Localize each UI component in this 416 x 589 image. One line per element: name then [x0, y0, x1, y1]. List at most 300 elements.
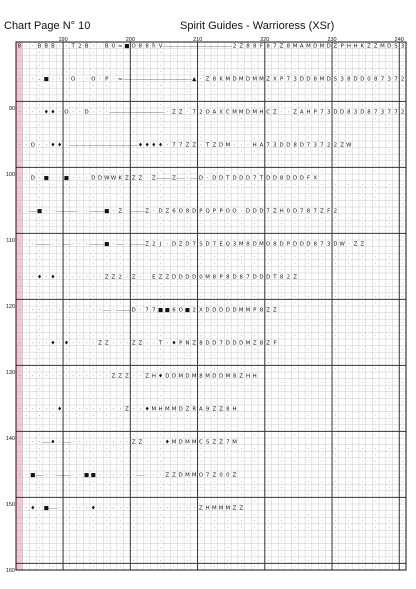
stitch-symbol: ·: [334, 327, 337, 334]
stitch-symbol: ·: [361, 327, 364, 334]
stitch-symbol: ·: [105, 346, 108, 353]
stitch-symbol: ·: [294, 452, 296, 459]
stitch-symbol: ·: [173, 56, 175, 63]
stitch-symbol: Z: [320, 208, 324, 215]
stitch-symbol: ⸺: [169, 76, 179, 83]
stitch-symbol: ·: [38, 439, 41, 446]
stitch-symbol: ·: [132, 221, 135, 228]
stitch-symbol: ·: [52, 564, 54, 571]
stitch-symbol: ·: [361, 492, 364, 499]
stitch-symbol: ·: [388, 82, 390, 89]
stitch-symbol: ·: [294, 399, 296, 406]
stitch-symbol: ·: [321, 122, 323, 129]
stitch-symbol: ·: [200, 511, 202, 518]
stitch-symbol: ·: [361, 445, 364, 452]
stitch-symbol: ·: [294, 412, 296, 419]
stitch-symbol: ·: [200, 432, 202, 439]
stitch-symbol: ·: [294, 564, 296, 571]
stitch-symbol: ·: [38, 122, 41, 129]
stitch-symbol: ·: [374, 155, 377, 162]
stitch-symbol: H: [346, 43, 351, 50]
stitch-symbol: ·: [321, 544, 323, 551]
stitch-symbol: ·: [321, 492, 323, 499]
stitch-symbol: ·: [186, 478, 189, 485]
stitch-symbol: ·: [119, 267, 122, 274]
stitch-symbol: ·: [200, 551, 202, 558]
stitch-symbol: Z: [131, 439, 136, 446]
stitch-symbol: ·: [280, 181, 283, 188]
stitch-symbol: ·: [348, 346, 350, 353]
stitch-symbol: ·: [388, 531, 390, 538]
stitch-symbol: 7: [226, 439, 230, 446]
stitch-symbol: ·: [159, 155, 162, 162]
stitch-symbol: ·: [374, 353, 377, 360]
stitch-symbol: ·: [38, 379, 41, 386]
stitch-symbol: ·: [186, 465, 189, 472]
stitch-symbol: 8: [17, 43, 22, 50]
stitch-symbol: ·: [227, 379, 229, 386]
stitch-symbol: ·: [25, 102, 27, 109]
stitch-symbol: ·: [52, 129, 54, 136]
stitch-symbol: ·: [280, 564, 283, 571]
stitch-symbol: ·: [105, 267, 108, 274]
stitch-symbol: ·: [401, 327, 404, 334]
stitch-symbol: ·: [186, 162, 189, 169]
stitch-symbol: ·: [146, 439, 148, 446]
stitch-symbol: ·: [321, 254, 323, 261]
stitch-symbol: ·: [240, 195, 243, 202]
stitch-symbol: Z: [360, 241, 365, 248]
stitch-symbol: ·: [159, 201, 162, 208]
stitch-symbol: ·: [253, 122, 256, 129]
stitch-symbol: ·: [105, 525, 108, 532]
stitch-symbol: Z: [172, 472, 176, 479]
stitch-symbol: ·: [173, 96, 175, 103]
column-label: 240: [394, 37, 404, 43]
stitch-symbol: ·: [307, 102, 310, 109]
stitch-symbol: ·: [294, 294, 296, 301]
stitch-symbol: ·: [401, 129, 404, 136]
stitch-symbol: D: [212, 307, 217, 314]
stitch-symbol: ·: [280, 294, 283, 301]
stitch-symbol: ·: [334, 129, 337, 136]
stitch-symbol: ·: [186, 63, 189, 70]
stitch-symbol: ·: [280, 69, 283, 76]
stitch-symbol: ·: [105, 313, 108, 320]
stitch-symbol: ·: [280, 96, 283, 103]
stitch-symbol: ·: [186, 109, 189, 116]
stitch-symbol: S: [394, 43, 398, 50]
stitch-symbol: ·: [79, 214, 81, 221]
stitch-symbol: ·: [173, 201, 175, 208]
stitch-symbol: ·: [173, 287, 175, 294]
stitch-symbol: ·: [348, 69, 350, 76]
stitch-symbol: Z: [199, 505, 203, 512]
stitch-symbol: ·: [52, 247, 54, 254]
stitch-symbol: ·: [307, 122, 310, 129]
stitch-symbol: ·: [92, 525, 95, 532]
stitch-symbol: ·: [200, 89, 202, 96]
stitch-symbol: ·: [38, 162, 41, 169]
stitch-symbol: ·: [146, 313, 148, 320]
stitch-symbol: 7: [179, 142, 183, 149]
stitch-symbol: ·: [361, 49, 364, 56]
stitch-symbol: ·: [58, 505, 61, 512]
stitch-symbol: Z: [192, 340, 197, 347]
stitch-symbol: D: [185, 274, 190, 281]
stitch-symbol: ⸺: [156, 76, 166, 83]
stitch-symbol: ·: [99, 76, 101, 83]
stitch-symbol: Ο: [30, 142, 35, 149]
stitch-symbol: ·: [119, 63, 122, 70]
stitch-symbol: ·: [227, 49, 229, 56]
stitch-symbol: ·: [38, 531, 41, 538]
stitch-symbol: Z: [266, 307, 271, 314]
stitch-symbol: X: [313, 175, 318, 182]
stitch-symbol: ·: [186, 135, 189, 142]
stitch-symbol: ·: [105, 89, 108, 96]
stitch-symbol: ·: [25, 525, 27, 532]
stitch-symbol: ·: [92, 353, 95, 360]
stitch-symbol: ·: [321, 511, 323, 518]
stitch-symbol: ·: [348, 498, 350, 505]
stitch-symbol: ·: [348, 379, 350, 386]
stitch-symbol: ·: [401, 353, 404, 360]
stitch-symbol: ·: [79, 247, 81, 254]
stitch-symbol: ·: [348, 234, 350, 241]
stitch-symbol: ·: [280, 419, 283, 426]
stitch-symbol: ■: [43, 76, 49, 83]
stitch-symbol: ·: [361, 102, 364, 109]
stitch-symbol: ·: [25, 498, 27, 505]
stitch-symbol: ·: [267, 333, 269, 340]
stitch-symbol: ·: [321, 564, 323, 571]
stitch-symbol: ·: [92, 558, 95, 565]
stitch-symbol: ·: [240, 485, 243, 492]
stitch-symbol: ·: [240, 102, 243, 109]
stitch-symbol: ·: [119, 188, 122, 195]
stitch-symbol: ·: [119, 340, 122, 347]
stitch-symbol: ·: [25, 386, 27, 393]
stitch-symbol: ·: [52, 452, 54, 459]
stitch-symbol: ·: [79, 525, 81, 532]
stitch-symbol: ·: [119, 214, 122, 221]
stitch-symbol: ·: [374, 300, 377, 307]
stitch-symbol: ·: [186, 544, 189, 551]
stitch-symbol: ·: [294, 478, 296, 485]
stitch-symbol: ■: [158, 307, 164, 314]
stitch-symbol: ♦: [158, 142, 163, 149]
stitch-symbol: ♦: [164, 439, 170, 446]
stitch-symbol: ·: [361, 168, 364, 175]
stitch-symbol: ·: [361, 280, 364, 287]
stitch-symbol: Z: [279, 43, 284, 50]
stitch-symbol: ·: [227, 247, 229, 254]
stitch-symbol: ·: [401, 538, 404, 545]
stitch-symbol: ·: [79, 432, 81, 439]
stitch-symbol: Z: [165, 208, 170, 215]
stitch-symbol: D: [259, 274, 264, 281]
stitch-symbol: ·: [38, 452, 41, 459]
stitch-symbol: ♦: [158, 373, 163, 380]
stitch-symbol: ·: [401, 228, 404, 235]
stitch-symbol: ·: [52, 538, 54, 545]
stitch-symbol: ·: [200, 498, 202, 505]
stitch-symbol: ·: [280, 459, 283, 466]
stitch-symbol: ·: [294, 432, 296, 439]
stitch-symbol: ·: [159, 221, 162, 228]
stitch-symbol: ·: [240, 346, 243, 353]
stitch-symbol: ·: [159, 465, 162, 472]
stitch-symbol: D: [292, 241, 298, 248]
stitch-symbol: ·: [159, 254, 162, 261]
stitch-symbol: ·: [38, 313, 41, 320]
stitch-symbol: ·: [186, 320, 189, 327]
stitch-symbol: ·: [334, 353, 337, 360]
stitch-symbol: ·: [25, 148, 27, 155]
stitch-symbol: ·: [72, 340, 75, 347]
stitch-symbol: ·: [388, 386, 390, 393]
stitch-symbol: ·: [25, 49, 27, 56]
stitch-symbol: M: [252, 76, 258, 83]
stitch-symbol: ⸺: [176, 175, 186, 182]
stitch-symbol: ·: [401, 234, 404, 241]
stitch-symbol: D: [192, 274, 197, 281]
stitch-symbol: ·: [99, 472, 101, 479]
stitch-symbol: ·: [58, 274, 61, 281]
stitch-symbol: ·: [38, 307, 41, 314]
stitch-symbol: ⸺: [129, 142, 139, 149]
stitch-symbol: ·: [85, 439, 88, 446]
stitch-symbol: ·: [240, 254, 243, 261]
stitch-symbol: H: [232, 406, 237, 413]
stitch-symbol: D: [219, 373, 224, 380]
stitch-symbol: ·: [25, 327, 27, 334]
stitch-symbol: 0: [226, 472, 230, 479]
stitch-symbol: ·: [294, 459, 296, 466]
row-label: 160: [5, 568, 15, 574]
stitch-symbol: ·: [132, 531, 135, 538]
stitch-symbol: ·: [361, 234, 364, 241]
stitch-symbol: ·: [186, 379, 189, 386]
stitch-symbol: ·: [173, 82, 175, 89]
stitch-symbol: ·: [321, 465, 323, 472]
column-label: 200: [125, 37, 135, 43]
stitch-symbol: D: [232, 307, 237, 314]
stitch-symbol: ·: [253, 399, 256, 406]
stitch-symbol: P: [219, 274, 223, 281]
stitch-symbol: ·: [200, 452, 202, 459]
stitch-symbol: ·: [79, 168, 81, 175]
stitch-symbol: ·: [321, 452, 323, 459]
stitch-symbol: ·: [200, 49, 202, 56]
stitch-symbol: W: [346, 142, 352, 149]
stitch-symbol: ·: [146, 195, 148, 202]
stitch-symbol: ·: [361, 69, 364, 76]
stitch-symbol: ·: [159, 49, 162, 56]
stitch-symbol: ·: [65, 360, 68, 367]
stitch-symbol: F: [273, 340, 277, 347]
stitch-symbol: ·: [25, 261, 27, 268]
stitch-symbol: ·: [38, 89, 41, 96]
stitch-symbol: D: [198, 175, 203, 182]
stitch-symbol: ·: [374, 485, 377, 492]
stitch-symbol: ·: [92, 181, 95, 188]
stitch-symbol: D: [313, 43, 318, 50]
stitch-symbol: ·: [132, 214, 135, 221]
stitch-symbol: ·: [105, 445, 108, 452]
stitch-symbol: ·: [321, 399, 323, 406]
stitch-symbol: D: [245, 109, 251, 116]
stitch-symbol: ·: [348, 333, 350, 340]
stitch-symbol: ·: [105, 228, 108, 235]
stitch-symbol: ·: [52, 478, 54, 485]
stitch-symbol: ·: [307, 333, 310, 340]
stitch-symbol: ·: [213, 267, 216, 274]
stitch-symbol: ·: [240, 538, 243, 545]
stitch-symbol: ≈: [117, 43, 123, 50]
stitch-symbol: ·: [119, 426, 122, 433]
stitch-symbol: ·: [334, 538, 337, 545]
stitch-symbol: ·: [240, 214, 243, 221]
stitch-symbol: 7: [374, 109, 378, 116]
stitch-symbol: D: [171, 373, 177, 380]
stitch-symbol: ■: [43, 175, 49, 182]
stitch-symbol: ·: [213, 63, 216, 70]
stitch-symbol: ·: [361, 115, 364, 122]
stitch-symbol: ·: [200, 76, 202, 83]
stitch-symbol: ·: [65, 115, 68, 122]
stitch-symbol: O: [205, 109, 210, 116]
stitch-symbol: ·: [25, 366, 27, 373]
stitch-symbol: ·: [132, 82, 135, 89]
stitch-symbol: ·: [267, 168, 269, 175]
stitch-symbol: ♦: [90, 505, 96, 512]
stitch-symbol: ·: [334, 525, 337, 532]
stitch-symbol: ·: [38, 498, 41, 505]
page-label: Chart Page N° 10: [4, 20, 91, 32]
stitch-symbol: ■: [124, 43, 130, 50]
stitch-symbol: ·: [374, 287, 377, 294]
stitch-symbol: ♦: [151, 142, 157, 149]
stitch-symbol: 9: [205, 406, 210, 413]
stitch-symbol: ·: [374, 221, 377, 228]
stitch-symbol: ·: [227, 148, 229, 155]
stitch-symbol: ·: [105, 333, 108, 340]
stitch-symbol: ·: [401, 89, 404, 96]
stitch-symbol: ·: [186, 201, 189, 208]
stitch-symbol: ·: [348, 320, 350, 327]
stitch-symbol: ·: [52, 89, 54, 96]
stitch-symbol: ·: [294, 129, 296, 136]
stitch-symbol: ·: [227, 412, 229, 419]
stitch-symbol: ·: [38, 445, 41, 452]
stitch-symbol: ·: [280, 135, 283, 142]
stitch-symbol: ·: [213, 366, 216, 373]
stitch-symbol: ·: [280, 346, 283, 353]
stitch-symbol: ·: [65, 346, 68, 353]
stitch-symbol: D: [340, 109, 345, 116]
stitch-symbol: ·: [294, 531, 296, 538]
stitch-symbol: ·: [58, 43, 61, 50]
stitch-symbol: ·: [374, 551, 377, 558]
stitch-symbol: ·: [334, 346, 337, 353]
stitch-symbol: ·: [146, 221, 148, 228]
stitch-symbol: ·: [173, 432, 175, 439]
column-label: 220: [260, 37, 270, 43]
stitch-symbol: ·: [105, 419, 108, 426]
stitch-symbol: ·: [79, 478, 81, 485]
stitch-symbol: ·: [307, 148, 310, 155]
stitch-symbol: ·: [112, 76, 115, 83]
stitch-symbol: ·: [240, 63, 243, 70]
stitch-symbol: ·: [267, 294, 269, 301]
stitch-symbol: ·: [253, 221, 256, 228]
stitch-symbol: D: [225, 307, 230, 314]
cross-stitch-chart: [5, 36, 408, 576]
stitch-symbol: ·: [146, 393, 148, 400]
stitch-symbol: ⸺: [176, 43, 186, 50]
stitch-symbol: ·: [119, 280, 122, 287]
stitch-symbol: ·: [159, 214, 162, 221]
stitch-symbol: ■: [184, 307, 191, 314]
stitch-symbol: ·: [146, 472, 148, 479]
stitch-symbol: ·: [321, 459, 323, 466]
stitch-symbol: ·: [85, 241, 88, 248]
stitch-symbol: ·: [348, 280, 350, 287]
stitch-symbol: ·: [65, 135, 68, 142]
stitch-symbol: ·: [348, 267, 350, 274]
stitch-symbol: ·: [401, 115, 404, 122]
stitch-symbol: ·: [132, 300, 135, 307]
stitch-symbol: ·: [213, 294, 216, 301]
stitch-symbol: A: [212, 109, 217, 116]
stitch-symbol: ·: [159, 168, 162, 175]
stitch-symbol: ·: [348, 221, 350, 228]
stitch-symbol: ·: [361, 122, 364, 129]
stitch-symbol: ·: [361, 155, 364, 162]
stitch-symbol: ·: [173, 393, 175, 400]
stitch-symbol: ·: [253, 558, 256, 565]
stitch-symbol: ·: [280, 518, 283, 525]
stitch-symbol: ·: [38, 492, 41, 499]
stitch-symbol: ·: [146, 511, 148, 518]
stitch-symbol: ·: [159, 115, 162, 122]
stitch-symbol: Z: [125, 373, 129, 380]
stitch-symbol: ·: [267, 419, 269, 426]
stitch-symbol: ·: [173, 313, 175, 320]
stitch-symbol: ·: [401, 280, 404, 287]
stitch-symbol: ·: [132, 412, 135, 419]
stitch-symbol: M: [245, 340, 251, 347]
stitch-symbol: ·: [79, 360, 81, 367]
stitch-symbol: ·: [25, 485, 27, 492]
stitch-symbol: ·: [105, 129, 108, 136]
stitch-symbol: ·: [348, 544, 350, 551]
stitch-symbol: ·: [227, 333, 229, 340]
stitch-symbol: 8: [232, 373, 237, 380]
stitch-symbol: ·: [38, 544, 41, 551]
stitch-symbol: ⸺: [189, 43, 199, 50]
stitch-symbol: ·: [18, 406, 21, 413]
stitch-symbol: ·: [240, 353, 243, 360]
stitch-symbol: ·: [52, 399, 54, 406]
stitch-symbol: ·: [334, 399, 337, 406]
stitch-symbol: ·: [267, 234, 269, 241]
stitch-symbol: ·: [388, 168, 390, 175]
stitch-symbol: ·: [240, 313, 243, 320]
stitch-symbol: ·: [280, 82, 283, 89]
